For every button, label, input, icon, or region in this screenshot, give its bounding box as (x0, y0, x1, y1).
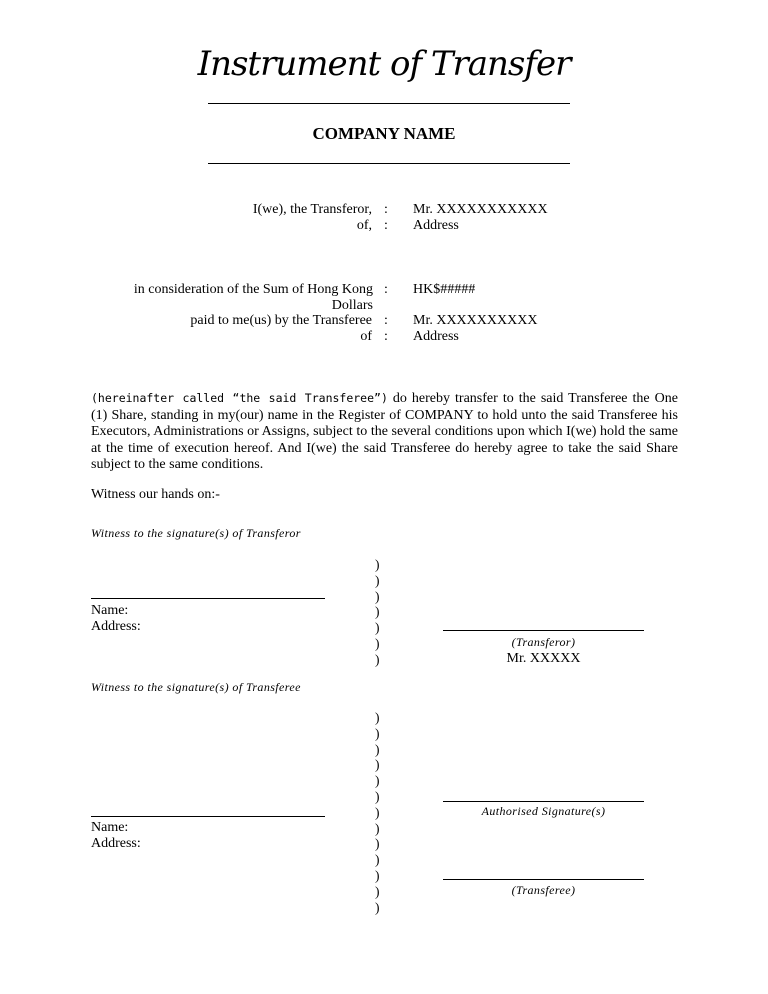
transferee-signature-line (443, 879, 644, 880)
colon: : (384, 329, 388, 344)
bracket: ) (375, 757, 380, 773)
bracket: ) (375, 867, 380, 883)
witness-hands-text: Witness our hands on:- (91, 487, 220, 502)
paragraph-body: do hereby transfer to the said Transferee the One (1) Share, standing in my(our) name in the Register of COMPANY to hold unto the said Transferee his Executors, Administrations or Assigns, subject to the several conditions upon which I(we) hold the same at the time of execution hereof. And I(we) the said Transferee do hereby agree to take the said Share subject to the same conditions. (91, 391, 678, 472)
bracket: ) (375, 804, 380, 820)
witness-address-label: Address: (91, 836, 141, 851)
transferor-signatory-name: Mr. XXXXX (506, 651, 581, 666)
transfer-paragraph (91, 390, 678, 474)
bracket: ) (375, 604, 380, 620)
witness-address-label: Address: (91, 619, 141, 634)
consideration-label: in consideration of the Sum of Hong Kong Dollars (133, 282, 373, 313)
paragraph-lead: (hereinafter called “the said Transferee”) (91, 391, 388, 405)
transferee-address-label: of (360, 329, 372, 344)
transferee-address: Address (413, 329, 459, 344)
bracket: ) (375, 741, 380, 757)
witness-name-label: Name: (91, 820, 129, 835)
bracket: ) (375, 773, 380, 789)
consideration-amount: HK$##### (413, 282, 476, 297)
witness-name-label: Name: (91, 603, 129, 618)
transferor-signature-line (443, 630, 644, 631)
witness-transferor-heading: Witness to the signature(s) of Transferor (91, 526, 301, 540)
bracket: ) (375, 725, 380, 741)
bracket: ) (375, 852, 380, 868)
bracket: ) (375, 572, 380, 588)
colon: : (384, 282, 388, 297)
colon: : (384, 313, 388, 328)
bracket: ) (375, 588, 380, 604)
bracket-column-transferor (375, 557, 380, 668)
colon: : (384, 202, 388, 217)
bracket: ) (375, 620, 380, 636)
company-divider (208, 163, 570, 164)
bracket: ) (375, 635, 380, 651)
bracket: ) (375, 710, 380, 725)
bracket: ) (375, 820, 380, 836)
witness-transferee-heading: Witness to the signature(s) of Transferee (91, 680, 301, 694)
document-title: Instrument of Transfer (197, 44, 571, 84)
bracket: ) (375, 836, 380, 852)
bracket-column-transferee (375, 710, 380, 915)
bracket: ) (375, 651, 380, 667)
authorised-signature-caption: Authorised Signature(s) (481, 804, 606, 818)
transferor-address: Address (413, 218, 459, 233)
witness-transferor-signature-line (91, 598, 325, 599)
company-name: COMPANY NAME (312, 124, 456, 143)
bracket: ) (375, 899, 380, 915)
authorised-signature-line (443, 801, 644, 802)
colon: : (384, 218, 388, 233)
transferor-address-label: of, (356, 218, 372, 233)
title-divider (208, 103, 570, 104)
witness-transferee-signature-line (91, 816, 325, 817)
bracket: ) (375, 883, 380, 899)
bracket: ) (375, 788, 380, 804)
transferor-name: Mr. XXXXXXXXXXX (413, 202, 548, 217)
bracket: ) (375, 557, 380, 572)
transferee-label: paid to me(us) by the Transferee (190, 313, 372, 328)
transferor-label: I(we), the Transferor, (252, 202, 372, 217)
transferor-caption: (Transferor) (511, 635, 576, 649)
transferee-name: Mr. XXXXXXXXXX (413, 313, 538, 328)
transferee-caption: (Transferee) (511, 883, 576, 897)
